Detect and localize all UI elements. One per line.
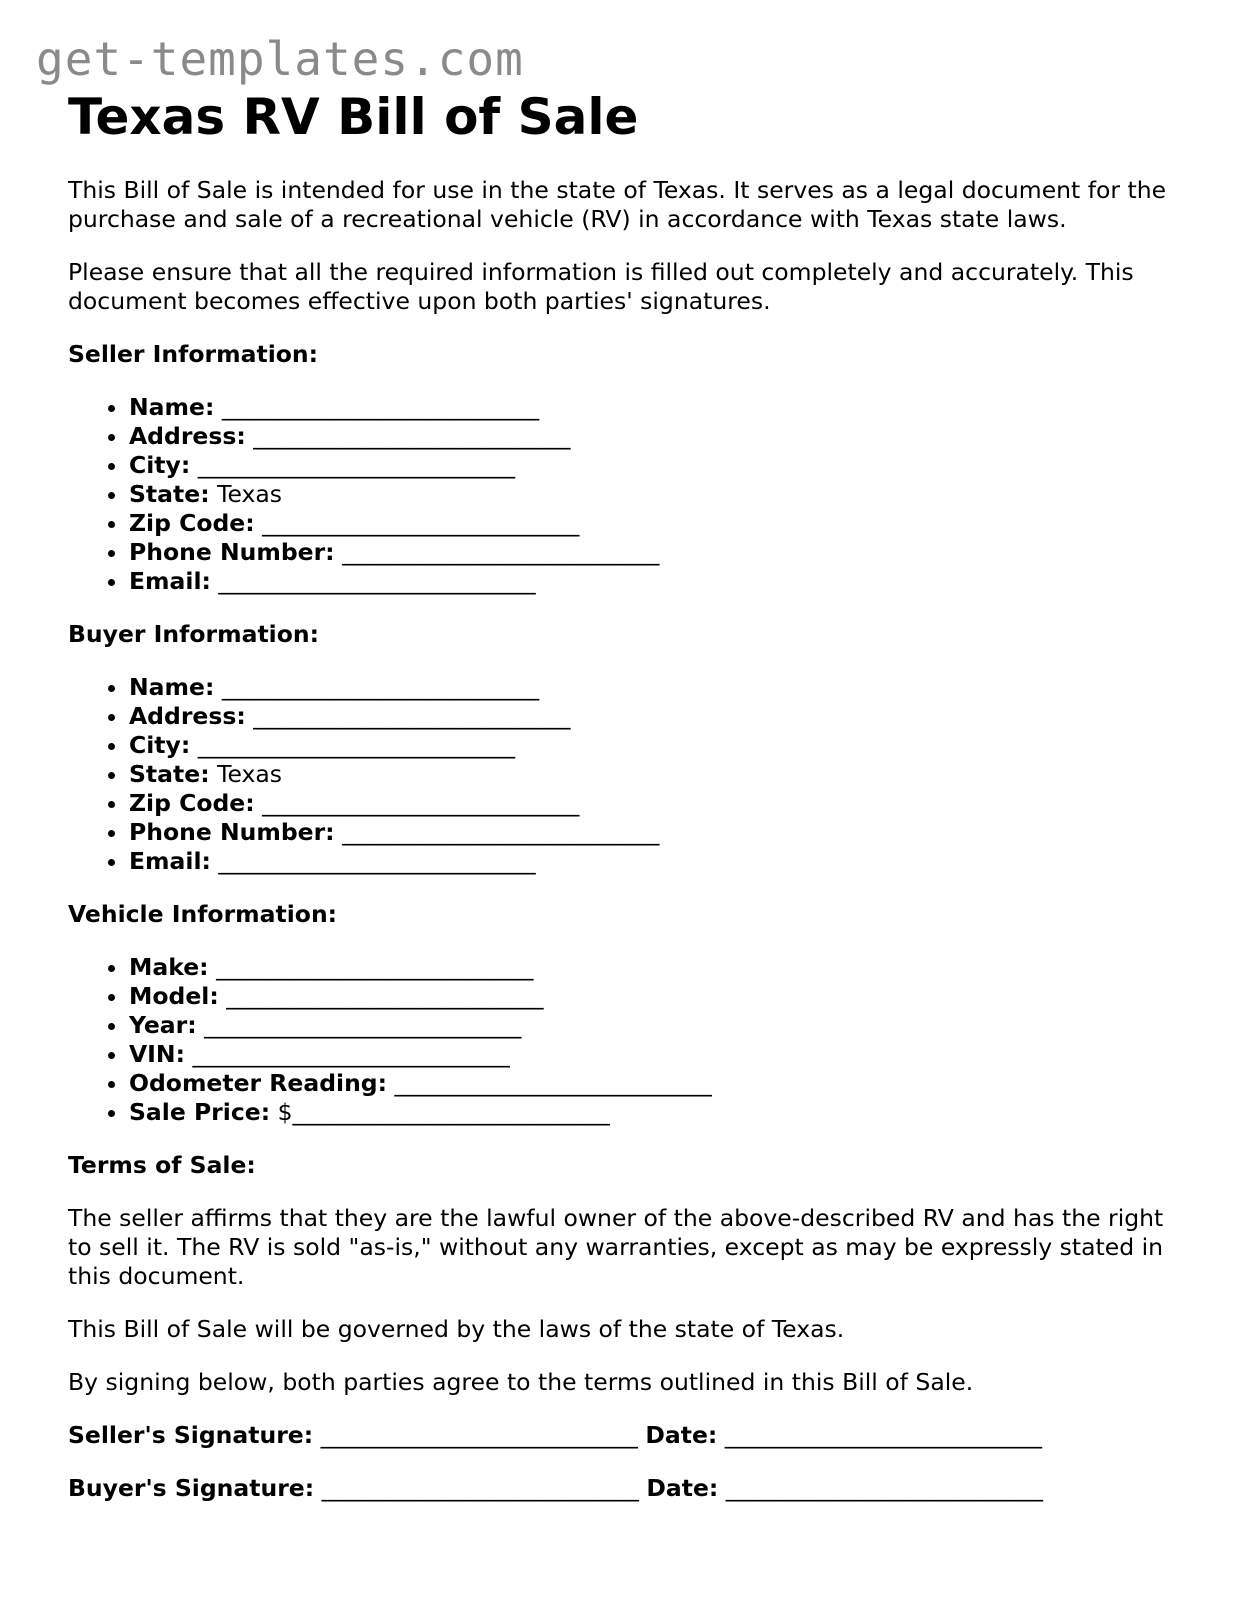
vehicle-odometer-label: Odometer Reading:: [129, 1069, 388, 1097]
buyer-address-blank[interactable]: ___________________________: [253, 702, 571, 730]
seller-name-label: Name:: [129, 393, 215, 421]
seller-address-label: Address:: [129, 422, 246, 450]
buyer-zip-label: Zip Code:: [129, 789, 255, 817]
document-title: Texas RV Bill of Sale: [68, 88, 639, 146]
seller-zip-label: Zip Code:: [129, 509, 255, 537]
seller-address-blank[interactable]: ___________________________: [253, 422, 571, 450]
vehicle-section-heading: Vehicle Information:: [68, 900, 338, 928]
buyer-field-list: [68, 673, 1188, 876]
terms-paragraph-3: By signing below, both parties agree to the terms outlined in this Bill of Sale.: [68, 1368, 974, 1396]
seller-signature-label: Seller's Signature:: [68, 1421, 314, 1449]
buyer-section-heading: Buyer Information:: [68, 620, 320, 648]
vehicle-vin-blank[interactable]: ___________________________: [192, 1040, 510, 1068]
document-body: [68, 86, 1188, 1503]
seller-signature-blank[interactable]: ___________________________: [320, 1421, 638, 1449]
buyer-signature-row: [68, 1474, 1188, 1503]
seller-city-blank[interactable]: ___________________________: [197, 451, 515, 479]
seller-phone-item: [129, 538, 1188, 567]
buyer-state-value: Texas: [217, 760, 283, 788]
watermark: get-templates.com: [36, 32, 524, 86]
buyer-phone-label: Phone Number:: [129, 818, 335, 846]
buyer-signature-label: Buyer's Signature:: [68, 1474, 315, 1502]
seller-city-label: City:: [129, 451, 191, 479]
seller-state-value: Texas: [217, 480, 283, 508]
seller-signature-row: [68, 1421, 1188, 1450]
buyer-zip-item: [129, 789, 1188, 818]
seller-state-item: [129, 480, 1188, 509]
seller-city-item: [129, 451, 1188, 480]
buyer-name-label: Name:: [129, 673, 215, 701]
vehicle-odometer-blank[interactable]: ___________________________: [394, 1069, 712, 1097]
vehicle-year-blank[interactable]: ___________________________: [204, 1011, 522, 1039]
seller-state-label: State:: [129, 480, 210, 508]
vehicle-price-label: Sale Price:: [129, 1098, 271, 1126]
buyer-phone-blank[interactable]: ___________________________: [342, 818, 660, 846]
seller-field-list: [68, 393, 1188, 596]
seller-date-blank[interactable]: ___________________________: [724, 1421, 1043, 1449]
currency-symbol: $: [277, 1098, 293, 1126]
seller-zip-blank[interactable]: ___________________________: [262, 509, 580, 537]
seller-phone-blank[interactable]: ___________________________: [342, 538, 660, 566]
vehicle-price-item: [129, 1098, 1188, 1127]
vehicle-model-label: Model:: [129, 982, 219, 1010]
vehicle-field-list: [68, 953, 1188, 1127]
vehicle-year-item: [129, 1011, 1188, 1040]
buyer-phone-item: [129, 818, 1188, 847]
buyer-city-blank[interactable]: ___________________________: [197, 731, 515, 759]
buyer-city-label: City:: [129, 731, 191, 759]
buyer-date-label: Date:: [646, 1474, 719, 1502]
terms-paragraph-2: This Bill of Sale will be governed by the laws of the state of Texas.: [68, 1315, 845, 1343]
buyer-zip-blank[interactable]: ___________________________: [262, 789, 580, 817]
buyer-name-item: [129, 673, 1188, 702]
buyer-address-label: Address:: [129, 702, 246, 730]
vehicle-vin-label: VIN:: [129, 1040, 185, 1068]
terms-section-heading: Terms of Sale:: [68, 1151, 256, 1179]
terms-paragraph-1: The seller affirms that they are the lawful owner of the above-described RV and has the right to sell it. The RV is sold "as-is," without any warranties, except as may be expressly stated in this document.: [68, 1204, 1164, 1290]
vehicle-year-label: Year:: [129, 1011, 197, 1039]
buyer-name-blank[interactable]: ___________________________: [221, 673, 540, 701]
buyer-email-label: Email:: [129, 847, 211, 875]
seller-email-label: Email:: [129, 567, 211, 595]
intro-paragraph-2: Please ensure that all the required information is filled out completely and accurately. This document becomes effective upon both parties' signatures.: [68, 258, 1134, 315]
seller-date-label: Date:: [645, 1421, 718, 1449]
vehicle-make-blank[interactable]: ___________________________: [216, 953, 534, 981]
seller-email-blank[interactable]: ___________________________: [218, 567, 536, 595]
vehicle-odometer-item: [129, 1069, 1188, 1098]
vehicle-vin-item: [129, 1040, 1188, 1069]
vehicle-make-item: [129, 953, 1188, 982]
seller-name-blank[interactable]: ___________________________: [221, 393, 540, 421]
buyer-city-item: [129, 731, 1188, 760]
seller-name-item: [129, 393, 1188, 422]
vehicle-make-label: Make:: [129, 953, 209, 981]
seller-address-item: [129, 422, 1188, 451]
seller-section-heading: Seller Information:: [68, 340, 319, 368]
vehicle-model-blank[interactable]: ___________________________: [226, 982, 544, 1010]
seller-phone-label: Phone Number:: [129, 538, 335, 566]
intro-paragraph-1: This Bill of Sale is intended for use in the state of Texas. It serves as a legal document for the purchase and sale of a recreational vehicle (RV) in accordance with Texas state laws.: [68, 176, 1167, 233]
buyer-state-item: [129, 760, 1188, 789]
buyer-address-item: [129, 702, 1188, 731]
vehicle-model-item: [129, 982, 1188, 1011]
vehicle-price-blank[interactable]: ___________________________: [292, 1098, 610, 1126]
buyer-state-label: State:: [129, 760, 210, 788]
buyer-date-blank[interactable]: ___________________________: [725, 1474, 1044, 1502]
buyer-signature-blank[interactable]: ___________________________: [321, 1474, 639, 1502]
seller-zip-item: [129, 509, 1188, 538]
seller-email-item: [129, 567, 1188, 596]
buyer-email-blank[interactable]: ___________________________: [218, 847, 536, 875]
buyer-email-item: [129, 847, 1188, 876]
